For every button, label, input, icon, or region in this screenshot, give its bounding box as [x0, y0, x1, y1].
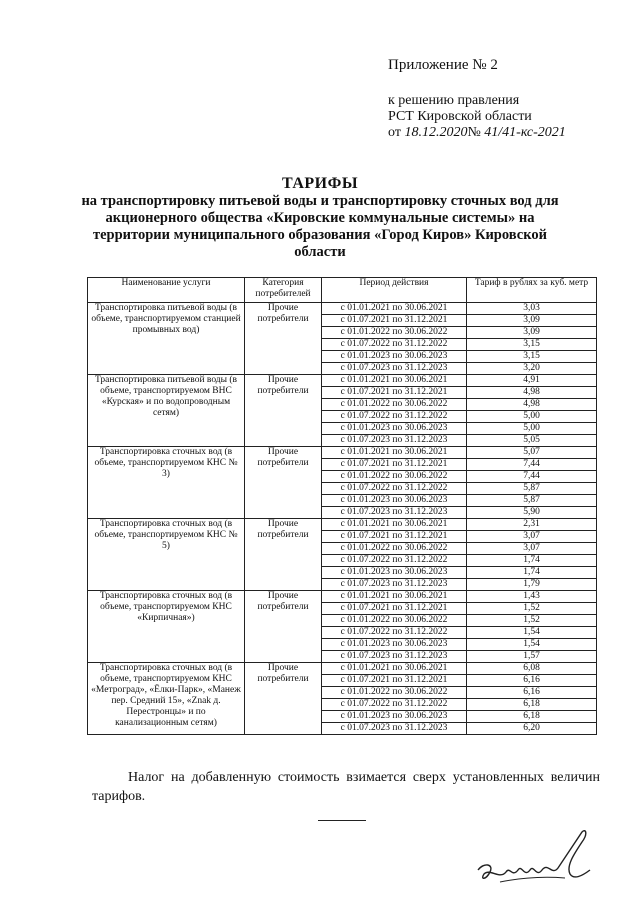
rate-cell: 6,16 — [467, 687, 597, 699]
consumer-category: Прочие потребители — [245, 375, 322, 447]
decision-number-mark: № — [467, 125, 481, 140]
decision-line-1: к решению правления — [388, 93, 520, 108]
period-cell: с 01.07.2023 по 31.12.2023 — [322, 507, 467, 519]
signature — [470, 820, 600, 900]
period-cell: с 01.01.2022 по 30.06.2022 — [322, 615, 467, 627]
period-cell: с 01.01.2021 по 30.06.2021 — [322, 591, 467, 603]
period-cell: с 01.01.2023 по 30.06.2023 — [322, 495, 467, 507]
period-cell: с 01.01.2022 по 30.06.2022 — [322, 687, 467, 699]
rate-cell: 1,74 — [467, 555, 597, 567]
rate-cell: 5,87 — [467, 483, 597, 495]
subtitle-line-3: территории муниципального образования «Город Киров» Кировской — [93, 227, 547, 243]
consumer-category: Прочие потребители — [245, 663, 322, 735]
rate-cell: 3,09 — [467, 315, 597, 327]
consumer-category: Прочие потребители — [245, 519, 322, 591]
rate-cell: 1,57 — [467, 651, 597, 663]
rate-cell: 3,15 — [467, 339, 597, 351]
period-cell: с 01.07.2023 по 31.12.2023 — [322, 723, 467, 735]
rate-cell: 5,87 — [467, 495, 597, 507]
rate-cell: 1,52 — [467, 615, 597, 627]
rate-cell: 3,15 — [467, 351, 597, 363]
appendix-label: Приложение № 2 — [388, 57, 498, 73]
period-cell: с 01.01.2023 по 30.06.2023 — [322, 567, 467, 579]
decision-date: 18.12.2020 — [404, 125, 468, 140]
rate-cell: 1,54 — [467, 627, 597, 639]
period-cell: с 01.07.2021 по 31.12.2021 — [322, 603, 467, 615]
decision-line-3 — [388, 125, 566, 141]
period-cell: с 01.01.2021 по 30.06.2021 — [322, 447, 467, 459]
rate-cell: 3,03 — [467, 303, 597, 315]
period-cell: с 01.07.2022 по 31.12.2022 — [322, 339, 467, 351]
tariff-table — [87, 277, 597, 735]
period-cell: с 01.01.2022 по 30.06.2022 — [322, 399, 467, 411]
table-row — [88, 303, 597, 315]
table-row — [88, 447, 597, 459]
period-cell: с 01.01.2021 по 30.06.2021 — [322, 663, 467, 675]
table-row — [88, 591, 597, 603]
rate-cell: 5,00 — [467, 411, 597, 423]
rate-cell: 7,44 — [467, 471, 597, 483]
decision-number: 41/41-кс-2021 — [484, 125, 566, 140]
period-cell: с 01.07.2021 по 31.12.2021 — [322, 387, 467, 399]
consumer-category: Прочие потребители — [245, 303, 322, 375]
period-cell: с 01.01.2022 по 30.06.2022 — [322, 471, 467, 483]
period-cell: с 01.07.2022 по 31.12.2022 — [322, 483, 467, 495]
rate-cell: 7,44 — [467, 459, 597, 471]
rate-cell: 2,31 — [467, 519, 597, 531]
decision-reference — [388, 93, 566, 141]
rate-cell: 5,00 — [467, 423, 597, 435]
service-name: Транспортировка сточных вод (в объеме, транспортируемом КНС «Метроград», «Ёлки-Парк», «Манеж пер. Средний 15», «Znak д. Перестронцы» и по канализационным сетям) — [88, 663, 245, 735]
period-cell: с 01.01.2023 по 30.06.2023 — [322, 711, 467, 723]
subtitle-line-4: области — [294, 244, 346, 260]
header-service: Наименование услуги — [88, 278, 245, 303]
period-cell: с 01.07.2021 по 31.12.2021 — [322, 675, 467, 687]
header-category: Категория потребителей — [245, 278, 322, 303]
subtitle-line-1: на транспортировку питьевой воды и транспортировку сточных вод для — [81, 193, 559, 209]
service-name: Транспортировка питьевой воды (в объеме, транспортируемом станцией промывных вод) — [88, 303, 245, 375]
rate-cell: 5,07 — [467, 447, 597, 459]
rate-cell: 3,20 — [467, 363, 597, 375]
period-cell: с 01.01.2023 по 30.06.2023 — [322, 639, 467, 651]
period-cell: с 01.01.2022 по 30.06.2022 — [322, 327, 467, 339]
rate-cell: 5,90 — [467, 507, 597, 519]
period-cell: с 01.01.2021 по 30.06.2021 — [322, 375, 467, 387]
rate-cell: 6,08 — [467, 663, 597, 675]
consumer-category: Прочие потребители — [245, 447, 322, 519]
document-subtitle — [60, 193, 580, 261]
vat-note: Налог на добавленную стоимость взимается сверх установленных величин тарифов. — [92, 770, 600, 804]
service-name: Транспортировка сточных вод (в объеме, транспортируемом КНС № 3) — [88, 447, 245, 519]
rate-cell: 3,09 — [467, 327, 597, 339]
rate-cell: 1,52 — [467, 603, 597, 615]
period-cell: с 01.01.2022 по 30.06.2022 — [322, 543, 467, 555]
rate-cell: 6,20 — [467, 723, 597, 735]
subtitle-line-2: акционерного общества «Кировские коммунальные системы» на — [105, 210, 535, 226]
period-cell: с 01.01.2021 по 30.06.2021 — [322, 303, 467, 315]
period-cell: с 01.07.2022 по 31.12.2022 — [322, 411, 467, 423]
period-cell: с 01.07.2021 по 31.12.2021 — [322, 531, 467, 543]
period-cell: с 01.01.2021 по 30.06.2021 — [322, 519, 467, 531]
rate-cell: 3,07 — [467, 531, 597, 543]
service-name: Транспортировка питьевой воды (в объеме, транспортируемом ВНС «Курская» и по водопроводным сетям) — [88, 375, 245, 447]
rate-cell: 4,91 — [467, 375, 597, 387]
period-cell: с 01.07.2021 по 31.12.2021 — [322, 315, 467, 327]
period-cell: с 01.01.2023 по 30.06.2023 — [322, 423, 467, 435]
table-row — [88, 519, 597, 531]
period-cell: с 01.07.2021 по 31.12.2021 — [322, 459, 467, 471]
consumer-category: Прочие потребители — [245, 591, 322, 663]
rate-cell: 1,79 — [467, 579, 597, 591]
rate-cell: 4,98 — [467, 387, 597, 399]
table-header-row — [88, 278, 597, 303]
period-cell: с 01.07.2023 по 31.12.2023 — [322, 579, 467, 591]
rate-cell: 6,18 — [467, 711, 597, 723]
rate-cell: 1,54 — [467, 639, 597, 651]
table-row — [88, 663, 597, 675]
service-name: Транспортировка сточных вод (в объеме, транспортируемом КНС «Кирпичная») — [88, 591, 245, 663]
separator-line — [318, 820, 366, 821]
period-cell: с 01.07.2022 по 31.12.2022 — [322, 627, 467, 639]
period-cell: с 01.07.2022 по 31.12.2022 — [322, 555, 467, 567]
period-cell: с 01.07.2023 по 31.12.2023 — [322, 363, 467, 375]
rate-cell: 3,07 — [467, 543, 597, 555]
rate-cell: 1,74 — [467, 567, 597, 579]
period-cell: с 01.01.2023 по 30.06.2023 — [322, 351, 467, 363]
service-name: Транспортировка сточных вод (в объеме, транспортируемом КНС № 5) — [88, 519, 245, 591]
period-cell: с 01.07.2022 по 31.12.2022 — [322, 699, 467, 711]
table-row — [88, 375, 597, 387]
rate-cell: 6,16 — [467, 675, 597, 687]
period-cell: с 01.07.2023 по 31.12.2023 — [322, 435, 467, 447]
header-period: Период действия — [322, 278, 467, 303]
decision-line-2: РСТ Кировской области — [388, 109, 532, 124]
rate-cell: 6,18 — [467, 699, 597, 711]
rate-cell: 1,43 — [467, 591, 597, 603]
period-cell: с 01.07.2023 по 31.12.2023 — [322, 651, 467, 663]
header-rate: Тариф в рублях за куб. метр — [467, 278, 597, 303]
rate-cell: 5,05 — [467, 435, 597, 447]
rate-cell: 4,98 — [467, 399, 597, 411]
document-title: ТАРИФЫ — [281, 175, 359, 192]
decision-prefix: от — [388, 125, 401, 140]
